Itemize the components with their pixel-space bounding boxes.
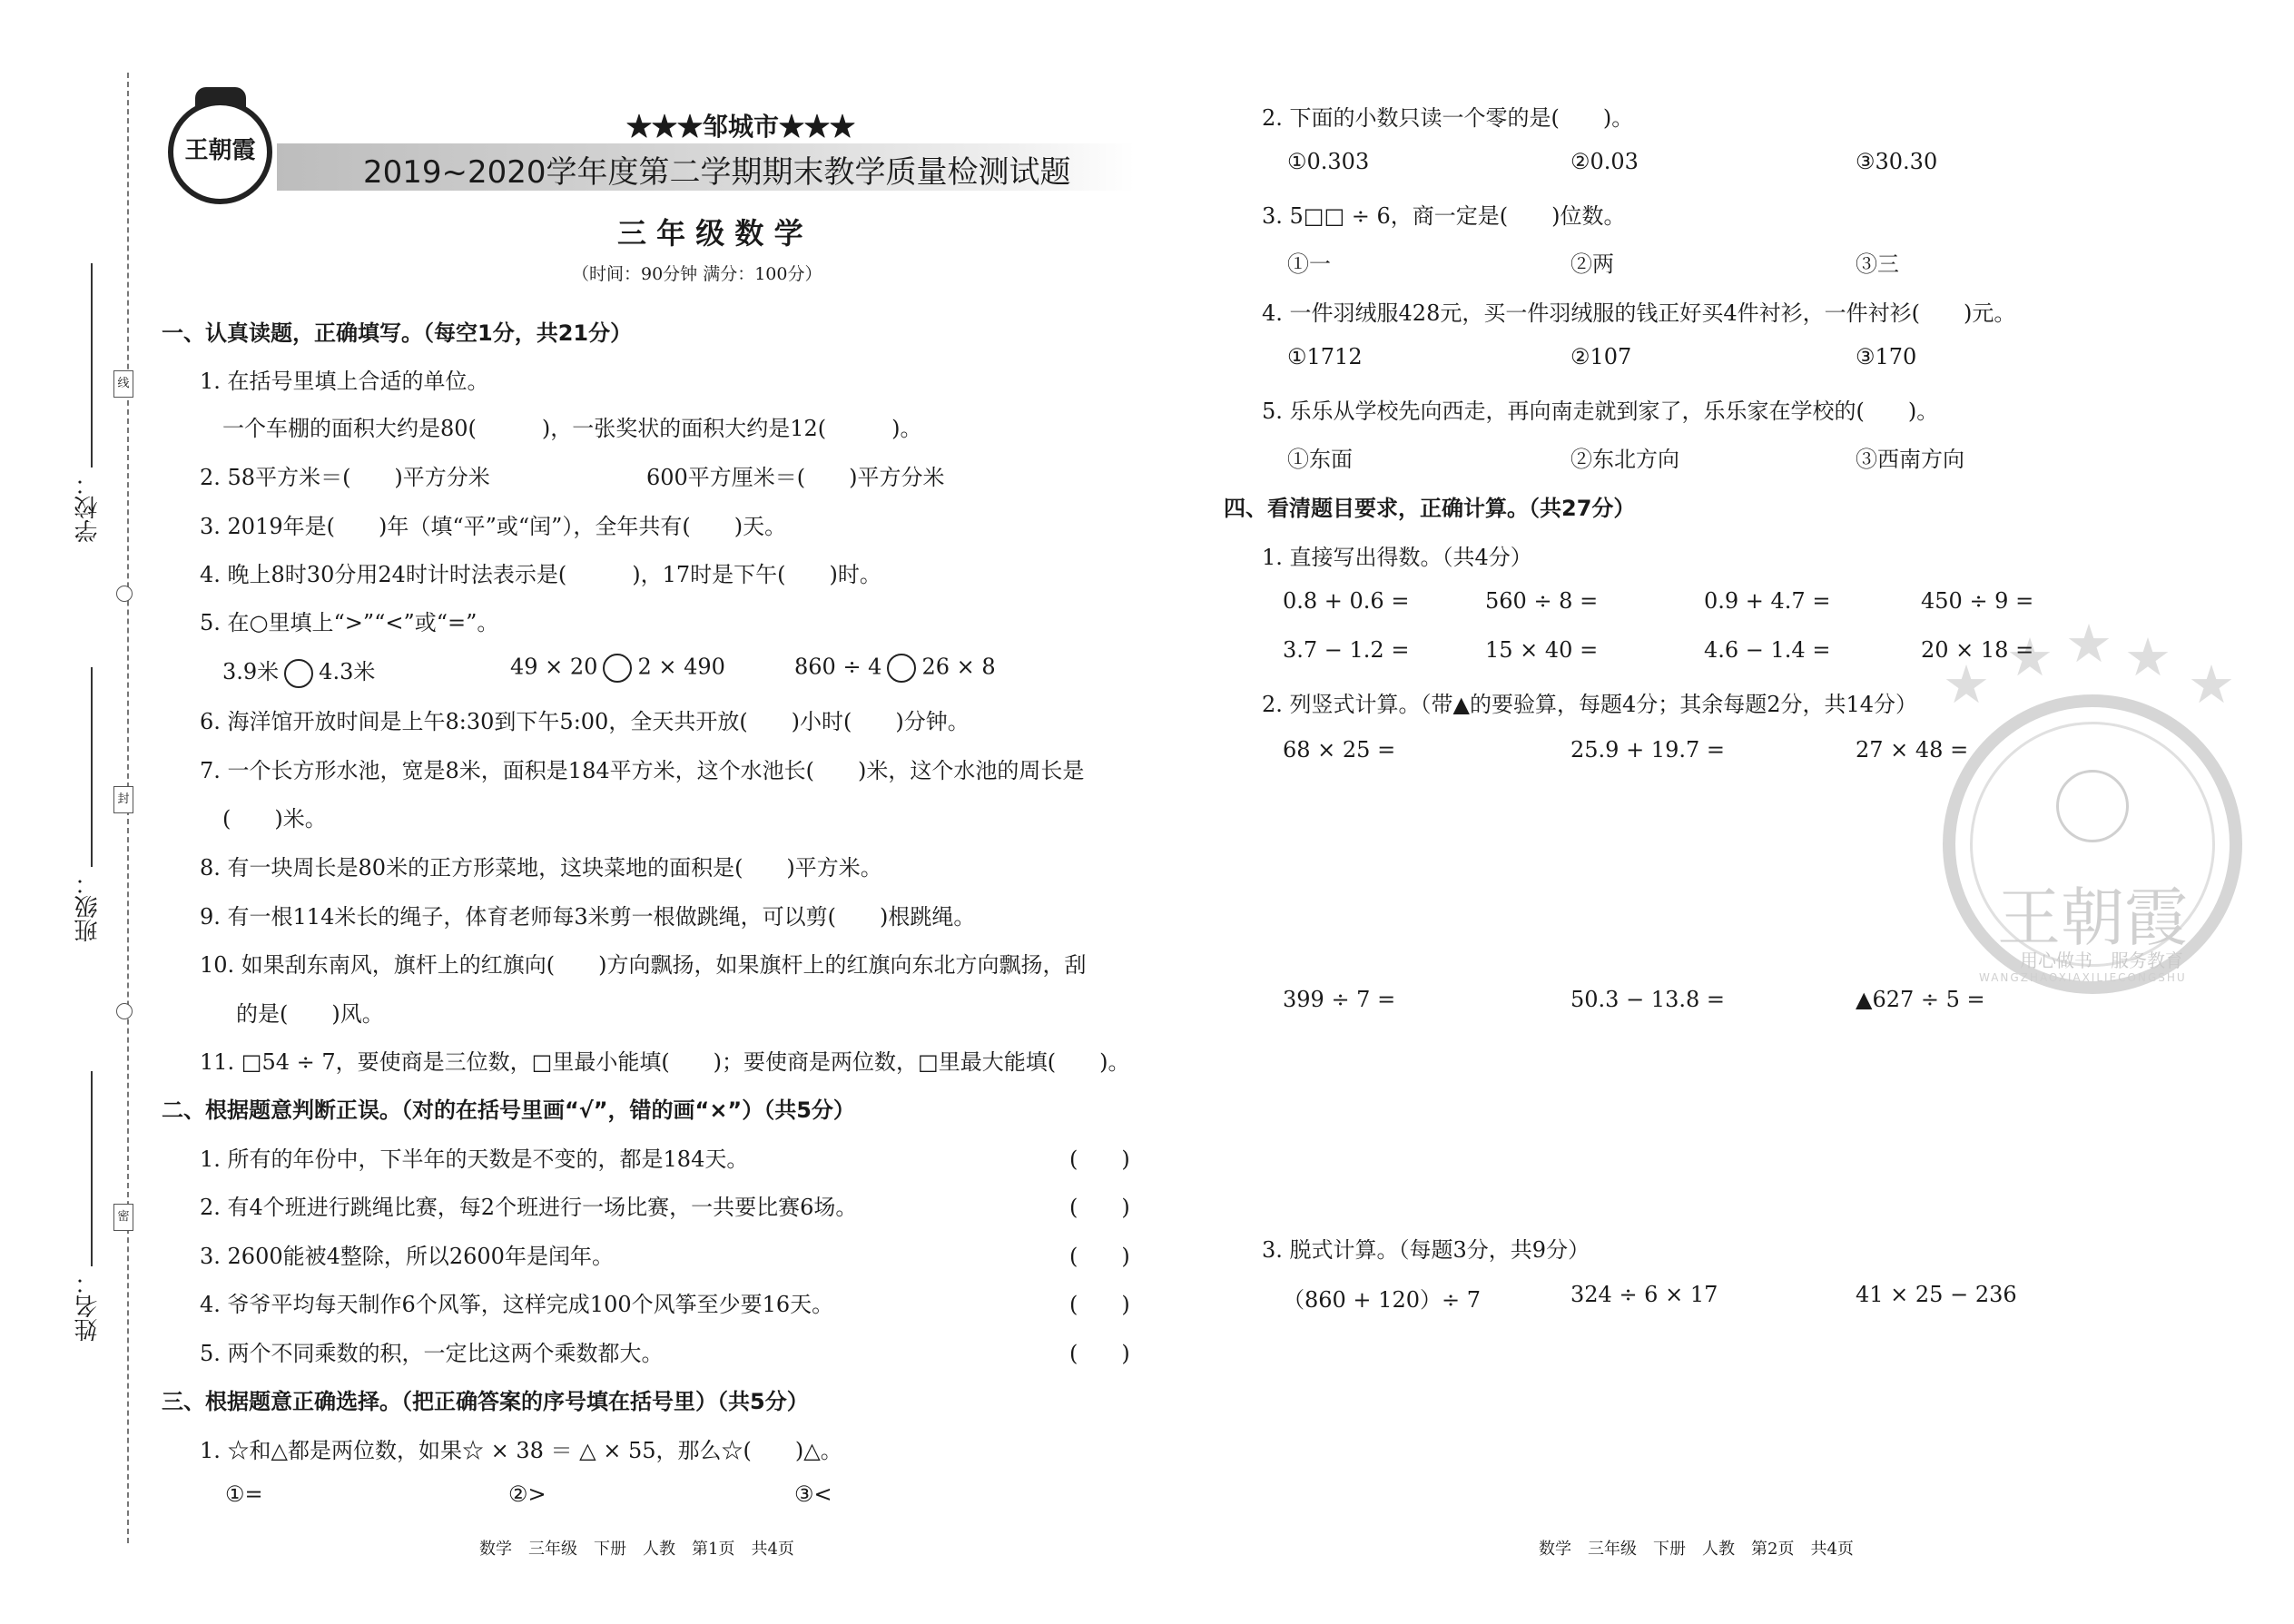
binding-hole-icon	[116, 1003, 133, 1019]
publisher-logo	[168, 100, 272, 204]
choice-5: 5. 乐乐从学校先向西走，再向南走就到家了，乐乐家在学校的( )。	[1262, 399, 1939, 424]
choice-5-option-2[interactable]: ②东北方向	[1570, 447, 1679, 472]
star-icon: ★	[2065, 613, 2112, 674]
oral-calc: 450 ÷ 9 =	[1921, 588, 2034, 614]
tf-item-3: 3. 2600能被4整除，所以2600年是闰年。	[200, 1244, 614, 1269]
question-1-10b: 的是( )风。	[236, 1001, 384, 1027]
section-3-title: 三、根据题意正确选择。（把正确答案的序号填在括号里）（共5分）	[162, 1389, 809, 1414]
stepwise-calc: （860 + 120）÷ 7	[1283, 1287, 1481, 1313]
choice-4-option-1[interactable]: ①1712	[1287, 344, 1363, 369]
choice-3-option-3[interactable]: ③三	[1856, 251, 1899, 277]
stepwise-calc: 324 ÷ 6 × 17	[1570, 1282, 1718, 1307]
compare-item-2	[510, 654, 725, 683]
question-1-7b: ( )米。	[222, 806, 327, 832]
subject-title: 三 年 级 数 学	[617, 216, 803, 251]
school-label: 学校：	[74, 472, 102, 543]
choice-3-option-1[interactable]: ①一	[1287, 251, 1331, 277]
question-1-2a: 2. 58平方米＝( )平方分米	[200, 465, 490, 490]
choice-2-option-2[interactable]: ②0.03	[1570, 149, 1639, 174]
name-label: 姓名：	[74, 1271, 102, 1342]
choice-2-option-1[interactable]: ①0.303	[1287, 149, 1370, 174]
oral-calc: 3.7 − 1.2 =	[1283, 637, 1410, 663]
vertical-calc: 68 × 25 =	[1283, 737, 1396, 763]
choice-1: 1. ☆和△都是两位数，如果☆ × 38 ＝ △ × 55，那么☆( )△。	[200, 1438, 842, 1463]
city-title: ★★★邹城市★★★	[626, 112, 856, 142]
oral-calc: 0.9 + 4.7 =	[1704, 588, 1831, 614]
compare-item-1	[222, 654, 375, 688]
question-1-8: 8. 有一块周长是80米的正方形菜地，这块菜地的面积是( )平方米。	[200, 855, 882, 881]
calc-1-title: 1. 直接写出得数。（共4分）	[1262, 545, 1532, 570]
tf-item-1: 1. 所有的年份中，下半年的天数是不变的，都是184天。	[200, 1147, 749, 1172]
oral-calc: 15 × 40 =	[1485, 637, 1599, 663]
question-1-6: 6. 海洋馆开放时间是上午8:30到下午5:00，全天共开放( )小时( )分钟。	[200, 709, 970, 734]
choice-2: 2. 下面的小数只读一个零的是( )。	[1262, 105, 1634, 131]
star-icon: ★	[2006, 626, 2053, 688]
tf-answer-paren[interactable]: ( )	[1069, 1244, 1130, 1269]
star-icon: ★	[2124, 626, 2171, 688]
tf-item-4: 4. 爷爷平均每天制作6个风筝，这样完成100个风筝至少要16天。	[200, 1292, 834, 1317]
star-icon: ★	[1943, 654, 1990, 715]
tf-answer-paren[interactable]: ( )	[1069, 1341, 1130, 1366]
compare-circle[interactable]	[603, 654, 632, 683]
oral-calc: 0.8 + 0.6 =	[1283, 588, 1410, 614]
oral-calc: 20 × 18 =	[1921, 637, 2034, 663]
oral-calc: 560 ÷ 8 =	[1485, 588, 1599, 614]
choice-2-option-3[interactable]: ③30.30	[1856, 149, 1938, 174]
question-1-11: 11. □54 ÷ 7，要使商是三位数，□里最小能填( )；要使商是两位数，□里最大能填( )。	[200, 1049, 1130, 1075]
vertical-calc: 50.3 − 13.8 =	[1570, 987, 1725, 1012]
compare-left: 860 ÷ 4	[794, 654, 882, 680]
section-1-title: 一、认真读题，正确填写。（每空1分，共21分）	[162, 320, 633, 346]
tf-item-5: 5. 两个不同乘数的积，一定比这两个乘数都大。	[200, 1341, 664, 1366]
compare-right: 26 × 8	[921, 654, 996, 680]
choice-1-option-1[interactable]: ①=	[225, 1481, 263, 1507]
question-1-10a: 10. 如果刮东南风，旗杆上的红旗向( )方向飘扬，如果旗杆上的红旗向东北方向飘扬，刮	[200, 952, 1087, 978]
question-1-2b: 600平方厘米＝( )平方分米	[646, 465, 945, 490]
question-1-1: 1. 在括号里填上合适的单位。	[200, 369, 489, 394]
choice-3: 3. 5□□ ÷ 6，商一定是( )位数。	[1262, 203, 1626, 229]
choice-5-option-3[interactable]: ③西南方向	[1856, 447, 1964, 472]
tf-answer-paren[interactable]: ( )	[1069, 1292, 1130, 1317]
watermark-slogan: 用心做书 服务教育	[2020, 950, 2183, 971]
calc-2-title: 2. 列竖式计算。（带▲的要验算，每题4分；其余每题2分，共14分）	[1262, 692, 1918, 717]
tf-answer-paren[interactable]: ( )	[1069, 1195, 1130, 1220]
choice-4: 4. 一件羽绒服428元，买一件羽绒服的钱正好买4件衬衫，一件衬衫( )元。	[1262, 300, 2016, 326]
compare-circle[interactable]	[887, 654, 916, 683]
compare-right: 2 × 490	[637, 654, 725, 680]
binding-hole-icon	[116, 586, 133, 602]
tf-answer-paren[interactable]: ( )	[1069, 1147, 1130, 1172]
logo-text: 王朝霞	[184, 137, 256, 164]
watermark-name: 王朝霞	[1997, 881, 2188, 955]
question-1-9: 9. 有一根114米长的绳子，体育老师每3米剪一根做跳绳，可以剪( )根跳绳。	[200, 904, 976, 930]
question-1-5: 5. 在○里填上“>”“<”或“=”。	[200, 610, 499, 635]
choice-1-option-3[interactable]: ③<	[794, 1481, 832, 1507]
tf-item-2: 2. 有4个班进行跳绳比赛，每2个班进行一场比赛，一共要比赛6场。	[200, 1195, 858, 1220]
vertical-calc: ▲627 ÷ 5 =	[1856, 987, 1985, 1012]
stepwise-calc: 41 × 25 − 236	[1856, 1282, 2017, 1307]
compare-item-3	[794, 654, 996, 683]
compare-left: 3.9米	[222, 659, 280, 684]
choice-4-option-2[interactable]: ②107	[1570, 344, 1632, 369]
class-write-line[interactable]	[91, 667, 93, 867]
question-1-7a: 7. 一个长方形水池，宽是8米，面积是184平方米，这个水池长( )米，这个水池的周长是	[200, 758, 1085, 783]
vertical-calc: 27 × 48 =	[1856, 737, 1969, 763]
cut-mark-xian: 线	[113, 370, 133, 398]
choice-4-option-3[interactable]: ③170	[1856, 344, 1917, 369]
cut-mark-feng: 封	[113, 786, 133, 813]
oral-calc: 4.6 − 1.4 =	[1704, 637, 1831, 663]
portrait-icon	[2056, 770, 2129, 842]
school-write-line[interactable]	[91, 263, 93, 468]
compare-right: 4.3米	[319, 659, 376, 684]
section-4-title: 四、看清题目要求，正确计算。（共27分）	[1224, 496, 1636, 521]
class-label: 班级：	[74, 871, 102, 942]
star-icon: ★	[2188, 654, 2235, 715]
question-1-1a: 一个车棚的面积大约是80( )，一张奖状的面积大约是12( )。	[222, 416, 922, 441]
calc-3-title: 3. 脱式计算。（每题3分，共9分）	[1262, 1237, 1590, 1263]
vertical-calc: 399 ÷ 7 =	[1283, 987, 1396, 1012]
compare-circle[interactable]	[284, 659, 313, 688]
watermark-arc-text: WANGZHAOXIAXILIECONGSHU	[1979, 971, 2187, 984]
cut-mark-mi: 密	[113, 1204, 133, 1231]
exam-title: 2019~2020学年度第二学期期末教学质量检测试题	[363, 154, 1071, 191]
question-1-4: 4. 晚上8时30分用24时计时法表示是( )，17时是下午( )时。	[200, 562, 881, 587]
vertical-calc: 25.9 + 19.7 =	[1570, 737, 1725, 763]
choice-1-option-2[interactable]: ②>	[508, 1481, 546, 1507]
name-write-line[interactable]	[91, 1071, 93, 1266]
choice-5-option-1[interactable]: ①东面	[1287, 447, 1353, 472]
page-2-footer: 数学 三年级 下册 人教 第2页 共4页	[1539, 1540, 1854, 1559]
page-1-footer: 数学 三年级 下册 人教 第1页 共4页	[479, 1540, 794, 1559]
question-1-3: 3. 2019年是( )年（填“平”或“闰”），全年共有( )天。	[200, 514, 787, 539]
exam-meta: （时间：90分钟 满分：100分）	[572, 264, 822, 284]
choice-3-option-2[interactable]: ②两	[1570, 251, 1614, 277]
section-2-title: 二、根据题意判断正误。（对的在括号里画“√”，错的画“×”）（共5分）	[162, 1097, 855, 1123]
compare-left: 49 × 20	[510, 654, 598, 680]
